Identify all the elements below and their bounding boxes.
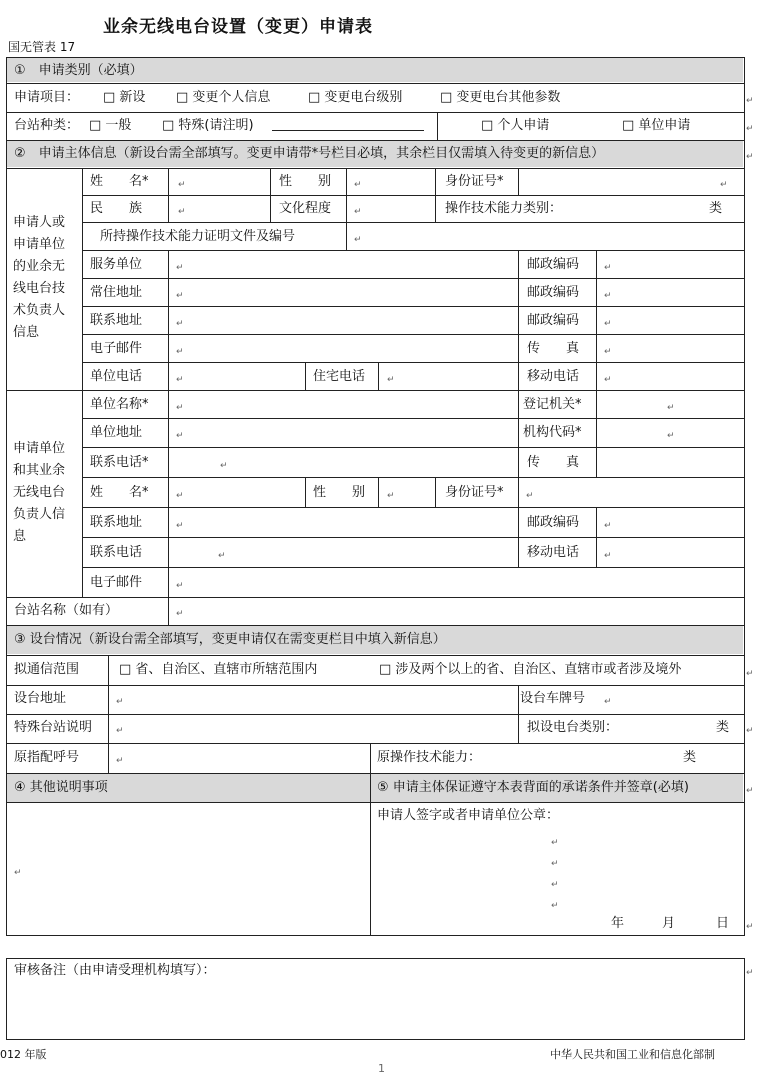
range-cross-province-checkbox[interactable]: □ 涉及两个以上的省、自治区、直辖市或者涉及境外 [379,662,682,677]
postcode-label-2: 邮政编码 [527,285,580,300]
special-station-desc-label: 特殊台站说明 [14,720,93,735]
table-rule [82,362,745,363]
table-rule [6,655,745,656]
section3-header: ③ 设台情况（新设台需全部填写，变更申请仅在需变更栏目中填入新信息） [14,632,446,647]
table-rule [82,567,745,568]
form-number: 国无管表 17 [8,40,76,54]
paragraph-mark: ↵ [551,838,559,848]
date-day-label: 日 [716,916,730,931]
paragraph-mark: ↵ [387,491,395,501]
table-rule-v [596,390,597,477]
unit-name-label: 单位名称* [90,397,149,412]
table-rule-v [518,477,519,507]
option-change-other-checkbox[interactable]: □ 变更电台其他参数 [440,90,561,105]
paragraph-mark: ↵ [176,319,184,329]
table-rule-v [518,168,519,195]
table-rule [82,477,745,478]
certificate-label: 所持操作技术能力证明文件及编号 [100,229,296,244]
paragraph-mark: ↵ [176,347,184,357]
paragraph-mark: ↵ [14,868,22,878]
planned-class-suffix: 类 [716,720,730,735]
plate-number-label: 设台车牌号 [520,691,586,706]
original-callsign-label: 原指配呼号 [14,750,80,765]
table-rule-v [518,390,519,477]
ministry-label: 中华人民共和国工业和信息化部制 [550,1048,715,1061]
comm-range-label: 拟通信范围 [14,662,80,677]
paragraph-mark: ↵ [720,180,728,190]
paragraph-mark: ↵ [176,491,184,501]
paragraph-mark: ↵ [551,880,559,890]
contact-phone-star-label: 联系电话* [90,455,149,470]
table-rule-v [596,250,597,390]
table-rule-v [305,477,306,507]
site-address-label: 设台地址 [14,691,67,706]
email-label: 电子邮件 [90,341,143,356]
original-class-suffix: 类 [683,750,697,765]
table-rule-v [168,168,169,222]
form-title: 业余无线电台设置（变更）申请表 [103,17,373,37]
date-year-label: 年 [611,916,625,931]
mobile-label: 移动电话 [527,369,580,384]
paragraph-mark: ↵ [604,319,612,329]
table-rule [82,418,745,419]
table-rule [6,112,745,113]
paragraph-mark: ↵ [176,263,184,273]
postcode-label-3: 邮政编码 [527,313,580,328]
station-special-checkbox[interactable]: □ 特殊(请注明) [162,118,254,133]
org-code-label: 机构代码* [523,425,582,440]
table-rule-v [518,250,519,390]
option-new-checkbox[interactable]: □ 新设 [103,90,146,105]
employer-label: 服务单位 [90,257,143,272]
paragraph-mark: ↵ [176,609,184,619]
option-change-level-checkbox[interactable]: □ 变更电台级别 [308,90,403,105]
paragraph-mark: ↵ [746,669,754,679]
leader-gender-label: 性 别 [313,485,366,500]
table-rule [6,685,745,686]
table-rule [6,140,745,141]
table-rule [82,222,745,223]
education-label: 文化程度 [279,201,332,216]
special-station-underline [272,130,424,131]
table-rule [82,306,745,307]
table-rule-v [378,477,379,507]
paragraph-mark: ↵ [667,431,675,441]
work-phone-label: 单位电话 [90,369,143,384]
paragraph-mark: ↵ [551,901,559,911]
unit-address-label: 单位地址 [90,425,143,440]
table-rule-v [168,250,169,625]
review-note-label: 审核备注（由申请受理机构填写）： [14,963,216,978]
paragraph-mark: ↵ [604,697,612,707]
paragraph-mark: ↵ [116,697,124,707]
table-rule [82,278,745,279]
table-rule [82,447,745,448]
table-rule-v [82,168,83,597]
paragraph-mark: ↵ [354,180,362,190]
name-label: 姓 名* [90,174,149,189]
section1-header: ① 申请类别（必填） [14,63,143,78]
station-type-label: 台站种类： [14,118,80,133]
table-rule-v [435,168,436,222]
paragraph-mark: ↵ [604,521,612,531]
table-rule [6,625,745,626]
leader-contact-address-label: 联系地址 [90,515,143,530]
table-rule-v [370,743,371,936]
table-rule-v [596,507,597,567]
paragraph-mark: ↵ [354,235,362,245]
unit-group-label: 申请单位 和其业余 无线电台 负责人信 息 [13,441,66,544]
section4-header: ④ 其他说明事项 [14,780,108,795]
paragraph-mark: ↵ [746,968,754,978]
table-rule [6,597,745,598]
home-phone-label: 住宅电话 [313,369,366,384]
leader-id-label: 身份证号* [445,485,504,500]
table-rule-v [378,362,379,390]
table-rule-v [305,362,306,390]
table-rule-v [435,477,436,507]
station-name-label: 台站名称（如有） [14,603,119,618]
paragraph-mark: ↵ [746,786,754,796]
table-rule-v [346,168,347,250]
leader-email-label: 电子邮件 [90,575,143,590]
residence-label: 常住地址 [90,285,143,300]
table-rule-v [518,685,519,743]
paragraph-mark: ↵ [176,403,184,413]
paragraph-mark: ↵ [604,551,612,561]
applicant-personal-checkbox[interactable]: □ 个人申请 [481,118,550,133]
paragraph-mark: ↵ [387,375,395,385]
range-province-checkbox[interactable]: □ 省、自治区、直辖市所辖范围内 [119,662,318,677]
paragraph-mark: ↵ [176,375,184,385]
table-rule [82,537,745,538]
gender-label: 性 别 [279,174,332,189]
original-skill-label: 原操作技术能力： [377,750,482,765]
table-rule-v [270,168,271,222]
paragraph-mark: ↵ [116,756,124,766]
paragraph-mark: ↵ [746,922,754,932]
table-rule-v [518,507,519,567]
table-rule-v [437,112,438,140]
paragraph-mark: ↵ [667,403,675,413]
application-item-label: 申请项目： [14,90,80,105]
paragraph-mark: ↵ [178,207,186,217]
paragraph-mark: ↵ [604,291,612,301]
table-rule [6,168,745,169]
paragraph-mark: ↵ [178,180,186,190]
date-month-label: 月 [662,916,676,931]
option-change-personal-checkbox[interactable]: □ 变更个人信息 [176,90,271,105]
paragraph-mark: ↵ [604,263,612,273]
paragraph-mark: ↵ [551,859,559,869]
ethnic-label: 民 族 [90,201,143,216]
section2-header: ② 申请主体信息（新设台需全部填写。变更申请带*号栏目必填，其余栏目仅需填入待变更的新信息） [14,146,605,161]
paragraph-mark: ↵ [746,96,754,106]
table-rule [82,250,745,251]
table-rule [82,334,745,335]
applicant-unit-checkbox[interactable]: □ 单位申请 [622,118,691,133]
table-rule-v [108,655,109,773]
paragraph-mark: ↵ [218,551,226,561]
station-general-checkbox[interactable]: □ 一般 [89,118,132,133]
paragraph-mark: ↵ [176,521,184,531]
paragraph-mark: ↵ [746,726,754,736]
person-group-label: 申请人或 申请单位 的业余无 线电台技 术负责人 信息 [13,215,66,340]
table-rule [6,802,745,803]
table-rule [6,773,745,774]
paragraph-mark: ↵ [176,431,184,441]
leader-mobile-label: 移动电话 [527,545,580,560]
leader-name-label: 姓 名* [90,485,149,500]
table-rule [6,714,745,715]
table-rule [82,195,745,196]
paragraph-mark: ↵ [354,207,362,217]
paragraph-mark: ↵ [176,581,184,591]
paragraph-mark: ↵ [746,152,754,162]
edition-label: 012 年版 [0,1048,47,1061]
table-rule [6,83,745,84]
page-number: 1 [378,1062,385,1075]
unit-fax-label: 传 真 [527,455,580,470]
table-rule [82,507,745,508]
skill-class-suffix: 类 [709,201,723,216]
contact-address-label: 联系地址 [90,313,143,328]
section5-header: ⑤ 申请主体保证遵守本表背面的承诺条件并签章(必填) [377,780,689,795]
paragraph-mark: ↵ [746,124,754,134]
leader-contact-phone-label: 联系电话 [90,545,143,560]
postcode-label-1: 邮政编码 [527,257,580,272]
paragraph-mark: ↵ [176,291,184,301]
paragraph-mark: ↵ [526,491,534,501]
planned-class-label: 拟设电台类别： [527,720,619,735]
leader-postcode-label: 邮政编码 [527,515,580,530]
registration-authority-label: 登记机关* [523,397,582,412]
paragraph-mark: ↵ [604,375,612,385]
paragraph-mark: ↵ [604,347,612,357]
table-rule [6,390,745,391]
id-number-label: 身份证号* [445,174,504,189]
paragraph-mark: ↵ [220,461,228,471]
paragraph-mark: ↵ [116,726,124,736]
table-rule [6,743,745,744]
fax-label: 传 真 [527,341,580,356]
signature-label: 申请人签字或者申请单位公章： [377,808,560,823]
skill-class-label: 操作技术能力类别： [445,201,563,216]
